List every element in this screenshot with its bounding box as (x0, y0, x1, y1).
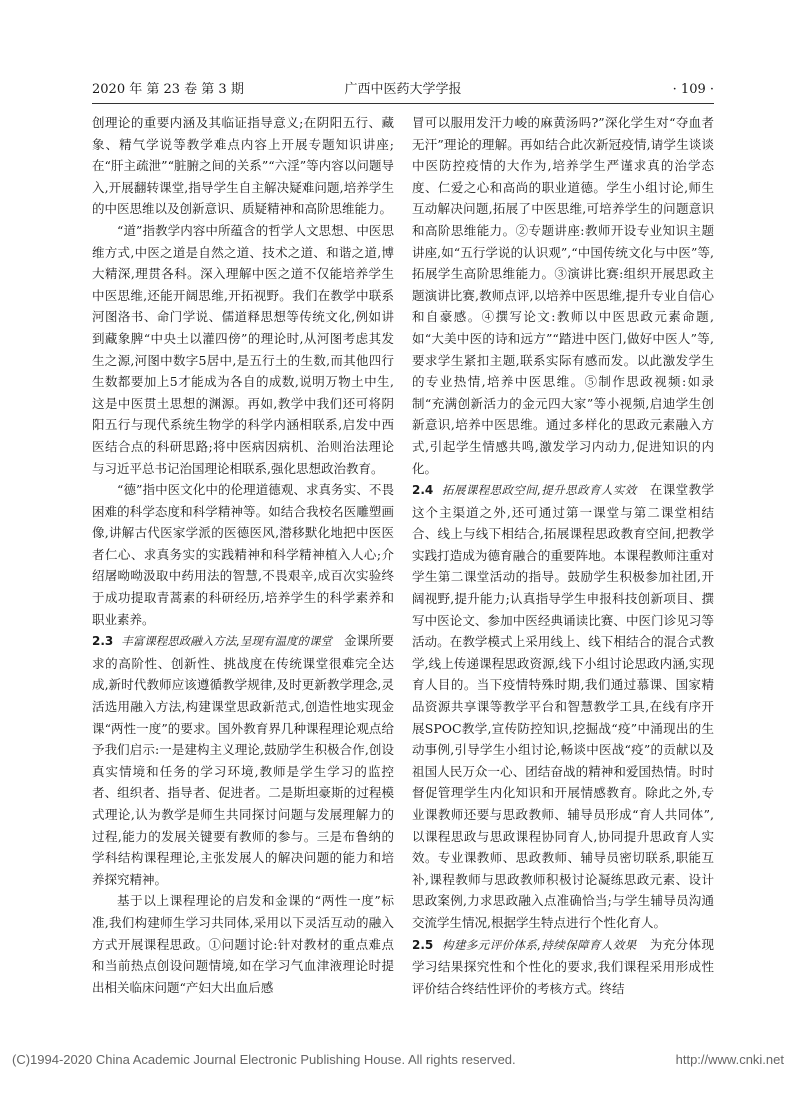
page-header (92, 79, 714, 101)
copyright-notice: (C)1994-2020 China Academic Journal Electronic Publishing House. All rights reserved. (12, 1052, 516, 1067)
section-number: 2.5 (412, 937, 434, 952)
section-2-4 (412, 479, 714, 933)
website-link[interactable]: http://www.cnki.net (675, 1052, 784, 1067)
section-number: 2.4 (412, 483, 434, 498)
section-2-3 (92, 630, 394, 890)
section-title: 构建多元评价体系,持续保障育人效果 (442, 937, 637, 952)
header-rule (92, 103, 714, 104)
section-body: 为充分体现学习结果探究性和个性化的要求,我们课程采用形成性评价结合终结性评价的考核方式。终结 (412, 936, 715, 996)
right-column (412, 112, 714, 999)
section-title: 拓展课程思政空间,提升思政育人实效 (442, 483, 637, 498)
section-body: 金课所要求的高阶性、创新性、挑战度在传统课堂很难完全达成,新时代教师应该遵循教学规律,及时更新教学理念,灵活选用融入方法,构建课堂思政新范式,创造性地实现金课“两性一度”的要求。国外教育界几种课程理论观点给予我们启示:一是建构主义理论,鼓励学生积极合作,创设真实情境和任务的学习环境,教师是学生学习的监控者、组织者、指导者、促进者。二是斯坦豪斯的过程模式理论,认为教学是师生共同探讨问题与发展理解力的过程,能力的发展关键要有教师的参与。三是布鲁纳的学科结构课程理论,主张发展人的解决问题的能力和培养探究精神。 (92, 633, 395, 887)
section-number: 2.3 (92, 634, 114, 649)
section-body: 在课堂教学这个主渠道之外,还可通过第一课堂与第二课堂相结合、线上与线下相结合,拓展课程思政教育空间,把教学实践打造成为德育融合的重要阵地。本课程教师注重对学生第二课堂活动的指导。鼓励学生积极参加社团,开阔视野,提升能力;认真指导学生申报科技创新项目、撰写中医论文、参加中医经典诵读比赛、中医门诊见习等活动。在教学模式上采用线上、线下相结合的混合式教学,线上传递课程思政资源,线下小组讨论思政内涵,实现育人目的。当下疫情特殊时期,我们通过慕课、国家精品资源共享课等教学平台和智慧教学工具,在线有序开展SPOC教学,宣传防控知识,挖掘战“疫”中涌现出的生动事例,引导学生小组讨论,畅谈中医战“疫”的贡献以及祖国人民万众一心、团结奋战的精神和爱国热情。时时督促管理学生内化知识和开展情感教育。除此之外,专业课教师还要与思政教师、辅导员形成“育人共同体”,以课程思政与思政课程协同育人,协同提升思政育人实效。专业课教师、思政教师、辅导员密切联系,职能互补,课程教师与思政教师积极讨论凝练思政元素、设计思政案例,力求思政融入点准确恰当;与学生辅导员沟通交流学生情况,根据学生特点进行个性化育人。 (412, 482, 715, 930)
section-title: 丰富课程思政融入方法,呈现有温度的课堂 (121, 634, 333, 649)
page-footer (0, 1052, 806, 1076)
paragraph: 基于以上课程理论的启发和金课的“两性一度”标准,我们构建师生学习共同体,采用以下灵活互动的融入方式开展课程思政。①问题讨论:针对教材的重点难点和当前热点创设问题情境,如在学习气血津液理论时提出相关临床问题“产妇大出血后感 (92, 893, 394, 995)
paragraph: 创理论的重要内涵及其临证指导意义;在阴阳五行、藏象、精气学说等教学难点内容上开展专题知识讲座;在“肝主疏泄”“脏腑之间的关系”“六淫”等内容以问题导入,开展翻转课堂,指导学生自主解决疑难问题,培养学生的中医思维以及创新意识、质疑精神和高阶思维能力。 (92, 115, 394, 217)
paragraph: “道”指教学内容中所蕴含的哲学人文思想、中医思维方式,中医之道是自然之道、技术之道、和谐之道,博大精深,理贯各科。深入理解中医之道不仅能培养学生中医思维,还能开阔思维,开拓视野。我们在教学中联系河图洛书、命门学说、儒道释思想等传统文化,例如讲到藏象脾“中央土以灌四傍”的理论时,从河图考虑其发生之源,河图中数字5居中,是五行土的生数,而其他四行生数都要加上5才能成为各自的成数,说明万物土中生,这是中医贯土思想的渊源。再如,教学中我们还可将阴阳五行与现代系统生物学的科学内涵相联系,启发中西医结合点的科研思路;将中医病因病机、治则治法理论与习近平总书记治国理论相联系,强化思想政治教育。 (92, 222, 394, 476)
section-2-5 (412, 934, 714, 1000)
paragraph: “德”指中医文化中的伦理道德观、求真务实、不畏困难的科学态度和科学精神等。如结合我校名医雕塑画像,讲解古代医家学派的医德医风,潜移默化地把中医医者仁心、求真务实的实践精神和科学精神植入人心;介绍屠呦呦汲取中药用法的智慧,不畏艰辛,成百次实验终于成功提取青蒿素的科研经历,培养学生的科学素养和职业素养。 (92, 482, 394, 627)
journal-issue: 2020 年 第 23 卷 第 3 期 (92, 82, 244, 97)
paragraph: 冒可以服用发汗力峻的麻黄汤吗?”深化学生对“夺血者无汗”理论的理解。再如结合此次新冠疫情,请学生谈谈中医防控疫情的大作为,培养学生严谨求真的治学态度、仁爱之心和高尚的职业道德。学生小组讨论,师生互动解决问题,拓展了中医思维,可培养学生的问题意识和高阶思维能力。②专题讲座:教师开设专业知识主题讲座,如“五行学说的认识观”,“中国传统文化与中医”等,拓展学生高阶思维能力。③演讲比赛:组织开展思政主题演讲比赛,教师点评,以培养中医思维,提升专业自信心和自豪感。④撰写论文:教师以中医思政元素命题,如“大美中医的诗和远方”“踏进中医门,做好中医人”等,要求学生紧扣主题,联系实际有感而发。以此激发学生的专业热情,培养中医思维。⑤制作思政视频:如录制“充满创新活力的金元四大家”等小视频,启迪学生创新意识,培养中医思维。通过多样化的思政元素融入方式,引起学生情感共鸣,激发学习内动力,促进知识的内化。 (412, 115, 714, 476)
left-column (92, 112, 394, 998)
page-number: · 109 · (672, 82, 714, 97)
journal-title: 广西中医药大学学报 (344, 82, 462, 97)
